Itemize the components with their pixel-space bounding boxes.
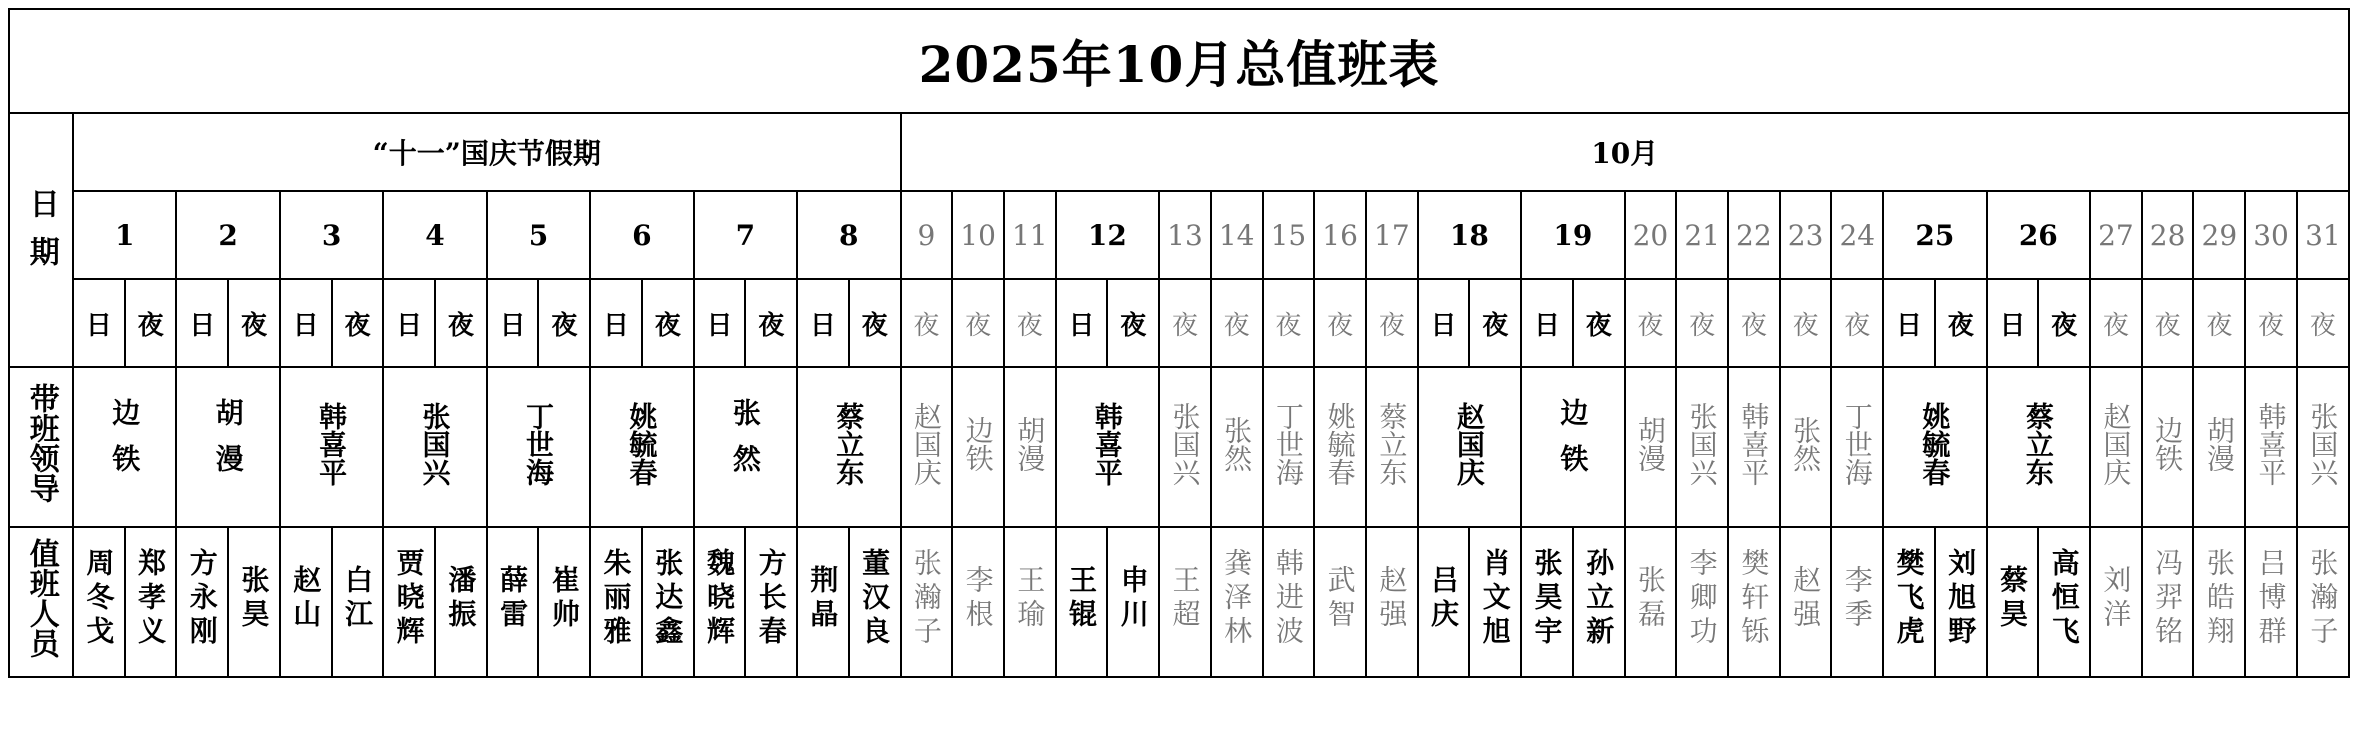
day-number: 17	[1366, 191, 1418, 279]
duty-day-name: 赵山	[289, 564, 323, 633]
date-row-label	[9, 113, 73, 367]
leader-name: 赵国庆	[1452, 401, 1486, 486]
day-number: 8	[797, 191, 900, 279]
duty-night-cell	[1935, 527, 1987, 677]
day-number: 12	[1056, 191, 1159, 279]
leader-name: 边铁	[2151, 415, 2185, 472]
shift-night-label: 夜	[2245, 279, 2297, 367]
duty-night-cell	[2142, 527, 2194, 677]
shift-night-label: 夜	[125, 279, 177, 367]
duty-night-name: 白江	[340, 564, 374, 633]
shift-night-label: 夜	[1935, 279, 1987, 367]
day-number: 2	[176, 191, 279, 279]
duty-day-name: 蔡昊	[1995, 564, 2029, 633]
shift-night-label: 夜	[228, 279, 280, 367]
leader-cell	[1883, 367, 1986, 527]
leader-name: 韩喜平	[1090, 401, 1124, 486]
page-title: 2025年10月总值班表	[9, 9, 2349, 113]
duty-night-cell	[1159, 527, 1211, 677]
duty-night-name: 赵强	[1789, 564, 1823, 633]
section-row	[9, 113, 2349, 191]
leader-name: 姚毓春	[1323, 401, 1357, 486]
duty-day-cell	[1987, 527, 2039, 677]
duty-night-cell	[2193, 527, 2245, 677]
shift-row	[9, 279, 2349, 367]
leader-cell	[383, 367, 486, 527]
duty-night-name: 董汉良	[858, 547, 892, 650]
duty-night-cell	[1211, 527, 1263, 677]
leader-cell	[1831, 367, 1883, 527]
shift-day-label: 日	[176, 279, 228, 367]
shift-night-label: 夜	[1780, 279, 1832, 367]
shift-day-label: 日	[797, 279, 849, 367]
duty-night-name: 高恒飞	[2047, 547, 2081, 650]
duty-night-name: 武智	[1323, 564, 1357, 633]
duty-night-name: 张瀚子	[2306, 547, 2340, 650]
duty-day-cell	[383, 527, 435, 677]
duty-night-cell	[849, 527, 901, 677]
duty-night-name: 韩进波	[1271, 547, 1305, 650]
shift-night-label: 夜	[538, 279, 590, 367]
duty-day-name: 周冬戈	[82, 547, 116, 650]
leader-cell	[1728, 367, 1780, 527]
shift-night-label: 夜	[952, 279, 1004, 367]
duty-row	[9, 527, 2349, 677]
leader-cell	[2245, 367, 2297, 527]
duty-night-name: 李根	[961, 564, 995, 633]
shift-night-label: 夜	[1159, 279, 1211, 367]
leader-row-label	[9, 367, 73, 527]
duty-night-name: 冯羿铭	[2151, 547, 2185, 650]
leader-name: 张然	[1789, 415, 1823, 472]
day-number: 31	[2297, 191, 2349, 279]
leader-name: 丁世海	[1271, 401, 1305, 486]
duty-day-name: 王锟	[1065, 564, 1099, 633]
duty-night-cell	[1728, 527, 1780, 677]
leader-cell	[797, 367, 900, 527]
duty-night-name: 张达鑫	[651, 547, 685, 650]
leader-name: 赵国庆	[909, 401, 943, 486]
leader-cell	[952, 367, 1004, 527]
duty-night-name: 吕博群	[2254, 547, 2288, 650]
shift-night-label: 夜	[2038, 279, 2090, 367]
duty-night-name: 张皓翔	[2202, 547, 2236, 650]
leader-cell	[1263, 367, 1315, 527]
duty-night-cell	[901, 527, 953, 677]
duty-night-name: 刘洋	[2099, 564, 2133, 633]
day-number: 21	[1676, 191, 1728, 279]
shift-night-label: 夜	[901, 279, 953, 367]
roster-table	[8, 8, 2350, 678]
leader-cell	[590, 367, 693, 527]
day-number: 26	[1987, 191, 2090, 279]
shift-night-label: 夜	[435, 279, 487, 367]
duty-night-cell	[435, 527, 487, 677]
leader-cell	[176, 367, 279, 527]
shift-day-label: 日	[1521, 279, 1573, 367]
month-section-header: 10月	[901, 113, 2349, 191]
leader-name: 韩喜平	[1737, 401, 1771, 486]
shift-day-label: 日	[487, 279, 539, 367]
duty-night-cell	[1107, 527, 1159, 677]
shift-night-label: 夜	[2297, 279, 2349, 367]
day-number: 11	[1004, 191, 1056, 279]
shift-night-label: 夜	[332, 279, 384, 367]
leader-cell	[1418, 367, 1521, 527]
day-number: 9	[901, 191, 953, 279]
leader-name: 张国兴	[1168, 401, 1202, 486]
day-number: 16	[1314, 191, 1366, 279]
leader-cell	[1056, 367, 1159, 527]
day-number: 1	[73, 191, 176, 279]
leader-name: 丁世海	[521, 401, 555, 486]
leader-name: 胡漫	[2202, 415, 2236, 472]
duty-night-name: 申川	[1116, 564, 1150, 633]
leader-cell	[2142, 367, 2194, 527]
leader-name: 蔡立东	[832, 401, 866, 486]
duty-night-cell	[642, 527, 694, 677]
duty-day-cell	[176, 527, 228, 677]
leader-name: 张国兴	[2306, 401, 2340, 486]
shift-night-label: 夜	[1107, 279, 1159, 367]
duty-night-cell	[1004, 527, 1056, 677]
day-number: 6	[590, 191, 693, 279]
leader-cell	[1159, 367, 1211, 527]
shift-night-label: 夜	[745, 279, 797, 367]
day-number: 7	[694, 191, 797, 279]
duty-night-cell	[1573, 527, 1625, 677]
shift-day-label: 日	[590, 279, 642, 367]
leader-cell	[1211, 367, 1263, 527]
duty-night-cell	[1676, 527, 1728, 677]
leader-cell	[1987, 367, 2090, 527]
leader-cell	[487, 367, 590, 527]
shift-day-label: 日	[1987, 279, 2039, 367]
duty-night-cell	[2038, 527, 2090, 677]
leader-cell	[1676, 367, 1728, 527]
duty-night-cell	[1469, 527, 1521, 677]
shift-day-label: 日	[1056, 279, 1108, 367]
duty-day-name: 张昊宇	[1530, 547, 1564, 650]
duty-night-name: 李卿功	[1685, 547, 1719, 650]
leader-name: 姚毓春	[1918, 401, 1952, 486]
day-number: 15	[1263, 191, 1315, 279]
shift-night-label: 夜	[2090, 279, 2142, 367]
title-row	[9, 9, 2349, 113]
shift-night-label: 夜	[1469, 279, 1521, 367]
leader-cell	[1314, 367, 1366, 527]
duty-day-name: 朱丽雅	[599, 547, 633, 650]
duty-row-label	[9, 527, 73, 677]
leader-name: 胡漫	[1013, 415, 1047, 472]
leader-name: 边铁	[108, 397, 142, 490]
shift-night-label: 夜	[2193, 279, 2245, 367]
duty-day-name: 荆晶	[806, 564, 840, 633]
leader-cell	[2297, 367, 2349, 527]
duty-night-name: 张昊	[237, 564, 271, 633]
duty-night-cell	[952, 527, 1004, 677]
leader-name: 张然	[728, 397, 762, 490]
leader-label: 带班领导	[23, 383, 59, 503]
duty-night-cell	[2090, 527, 2142, 677]
duty-night-cell	[1366, 527, 1418, 677]
shift-day-label: 日	[694, 279, 746, 367]
shift-night-label: 夜	[1831, 279, 1883, 367]
shift-night-label: 夜	[1625, 279, 1677, 367]
day-number: 20	[1625, 191, 1677, 279]
duty-day-name: 樊飞虎	[1892, 547, 1926, 650]
holiday-section-header: “十一”国庆节假期	[73, 113, 901, 191]
shift-night-label: 夜	[1211, 279, 1263, 367]
leader-name: 丁世海	[1840, 401, 1874, 486]
duty-night-cell	[1314, 527, 1366, 677]
day-number: 14	[1211, 191, 1263, 279]
day-number: 5	[487, 191, 590, 279]
shift-day-label: 日	[383, 279, 435, 367]
duty-night-name: 刘旭野	[1944, 547, 1978, 650]
shift-day-label: 日	[1883, 279, 1935, 367]
leader-cell	[901, 367, 953, 527]
shift-day-label: 日	[280, 279, 332, 367]
shift-night-label: 夜	[2142, 279, 2194, 367]
leader-cell	[2090, 367, 2142, 527]
leader-cell	[1521, 367, 1624, 527]
date-label: 日期	[23, 188, 59, 284]
day-number: 23	[1780, 191, 1832, 279]
duty-day-cell	[1056, 527, 1108, 677]
day-number-row	[9, 191, 2349, 279]
leader-row	[9, 367, 2349, 527]
day-number: 28	[2142, 191, 2194, 279]
leader-cell	[280, 367, 383, 527]
duty-night-cell	[2245, 527, 2297, 677]
shift-night-label: 夜	[1366, 279, 1418, 367]
day-number: 29	[2193, 191, 2245, 279]
duty-night-name: 张磊	[1633, 564, 1667, 633]
leader-cell	[2193, 367, 2245, 527]
duty-roster	[8, 8, 2348, 724]
duty-day-cell	[73, 527, 125, 677]
duty-night-cell	[228, 527, 280, 677]
duty-day-cell	[590, 527, 642, 677]
duty-night-name: 龚泽林	[1220, 547, 1254, 650]
day-number: 22	[1728, 191, 1780, 279]
day-number: 3	[280, 191, 383, 279]
leader-name: 张国兴	[1685, 401, 1719, 486]
duty-night-cell	[1831, 527, 1883, 677]
duty-day-name: 方永刚	[185, 547, 219, 650]
leader-cell	[1366, 367, 1418, 527]
shift-night-label: 夜	[849, 279, 901, 367]
shift-night-label: 夜	[1676, 279, 1728, 367]
duty-night-name: 潘振	[444, 564, 478, 633]
day-number: 30	[2245, 191, 2297, 279]
duty-day-cell	[1521, 527, 1573, 677]
duty-night-cell	[125, 527, 177, 677]
day-number: 13	[1159, 191, 1211, 279]
leader-name: 赵国庆	[2099, 401, 2133, 486]
leader-name: 韩喜平	[315, 401, 349, 486]
duty-night-name: 方长春	[754, 547, 788, 650]
duty-night-cell	[1625, 527, 1677, 677]
duty-night-cell	[2297, 527, 2349, 677]
duty-night-name: 肖文旭	[1478, 547, 1512, 650]
duty-day-cell	[1883, 527, 1935, 677]
leader-name: 张然	[1220, 415, 1254, 472]
duty-night-name: 王瑜	[1013, 564, 1047, 633]
duty-label: 值班人员	[23, 538, 59, 658]
leader-cell	[1625, 367, 1677, 527]
duty-day-cell	[487, 527, 539, 677]
duty-night-cell	[538, 527, 590, 677]
leader-cell	[1004, 367, 1056, 527]
day-number: 10	[952, 191, 1004, 279]
duty-night-cell	[745, 527, 797, 677]
shift-night-label: 夜	[642, 279, 694, 367]
duty-night-name: 王超	[1168, 564, 1202, 633]
duty-night-name: 樊轩铄	[1737, 547, 1771, 650]
leader-cell	[73, 367, 176, 527]
leader-name: 张国兴	[418, 401, 452, 486]
duty-night-name: 张瀚子	[909, 547, 943, 650]
leader-cell	[1780, 367, 1832, 527]
duty-day-cell	[1418, 527, 1470, 677]
leader-name: 韩喜平	[2254, 401, 2288, 486]
duty-night-cell	[1780, 527, 1832, 677]
leader-name: 胡漫	[1633, 415, 1667, 472]
leader-name: 姚毓春	[625, 401, 659, 486]
duty-day-cell	[694, 527, 746, 677]
duty-night-name: 郑孝义	[134, 547, 168, 650]
duty-night-name: 李季	[1840, 564, 1874, 633]
shift-night-label: 夜	[1263, 279, 1315, 367]
shift-day-label: 日	[73, 279, 125, 367]
duty-night-name: 崔帅	[547, 564, 581, 633]
shift-night-label: 夜	[1728, 279, 1780, 367]
duty-day-cell	[280, 527, 332, 677]
duty-day-name: 魏晓辉	[702, 547, 736, 650]
leader-cell	[694, 367, 797, 527]
day-number: 27	[2090, 191, 2142, 279]
day-number: 4	[383, 191, 486, 279]
day-number: 18	[1418, 191, 1521, 279]
day-number: 25	[1883, 191, 1986, 279]
leader-name: 蔡立东	[2021, 401, 2055, 486]
leader-name: 边铁	[961, 415, 995, 472]
leader-name: 边铁	[1556, 397, 1590, 490]
duty-night-name: 赵强	[1375, 564, 1409, 633]
duty-day-name: 吕庆	[1427, 564, 1461, 633]
duty-night-name: 孙立新	[1582, 547, 1616, 650]
duty-night-cell	[1263, 527, 1315, 677]
duty-day-name: 贾晓辉	[392, 547, 426, 650]
shift-day-label: 日	[1418, 279, 1470, 367]
day-number: 24	[1831, 191, 1883, 279]
day-number: 19	[1521, 191, 1624, 279]
shift-night-label: 夜	[1573, 279, 1625, 367]
leader-name: 胡漫	[211, 397, 245, 490]
duty-day-cell	[797, 527, 849, 677]
leader-name: 蔡立东	[1375, 401, 1409, 486]
shift-night-label: 夜	[1004, 279, 1056, 367]
duty-day-name: 薛雷	[496, 564, 530, 633]
duty-night-cell	[332, 527, 384, 677]
shift-night-label: 夜	[1314, 279, 1366, 367]
